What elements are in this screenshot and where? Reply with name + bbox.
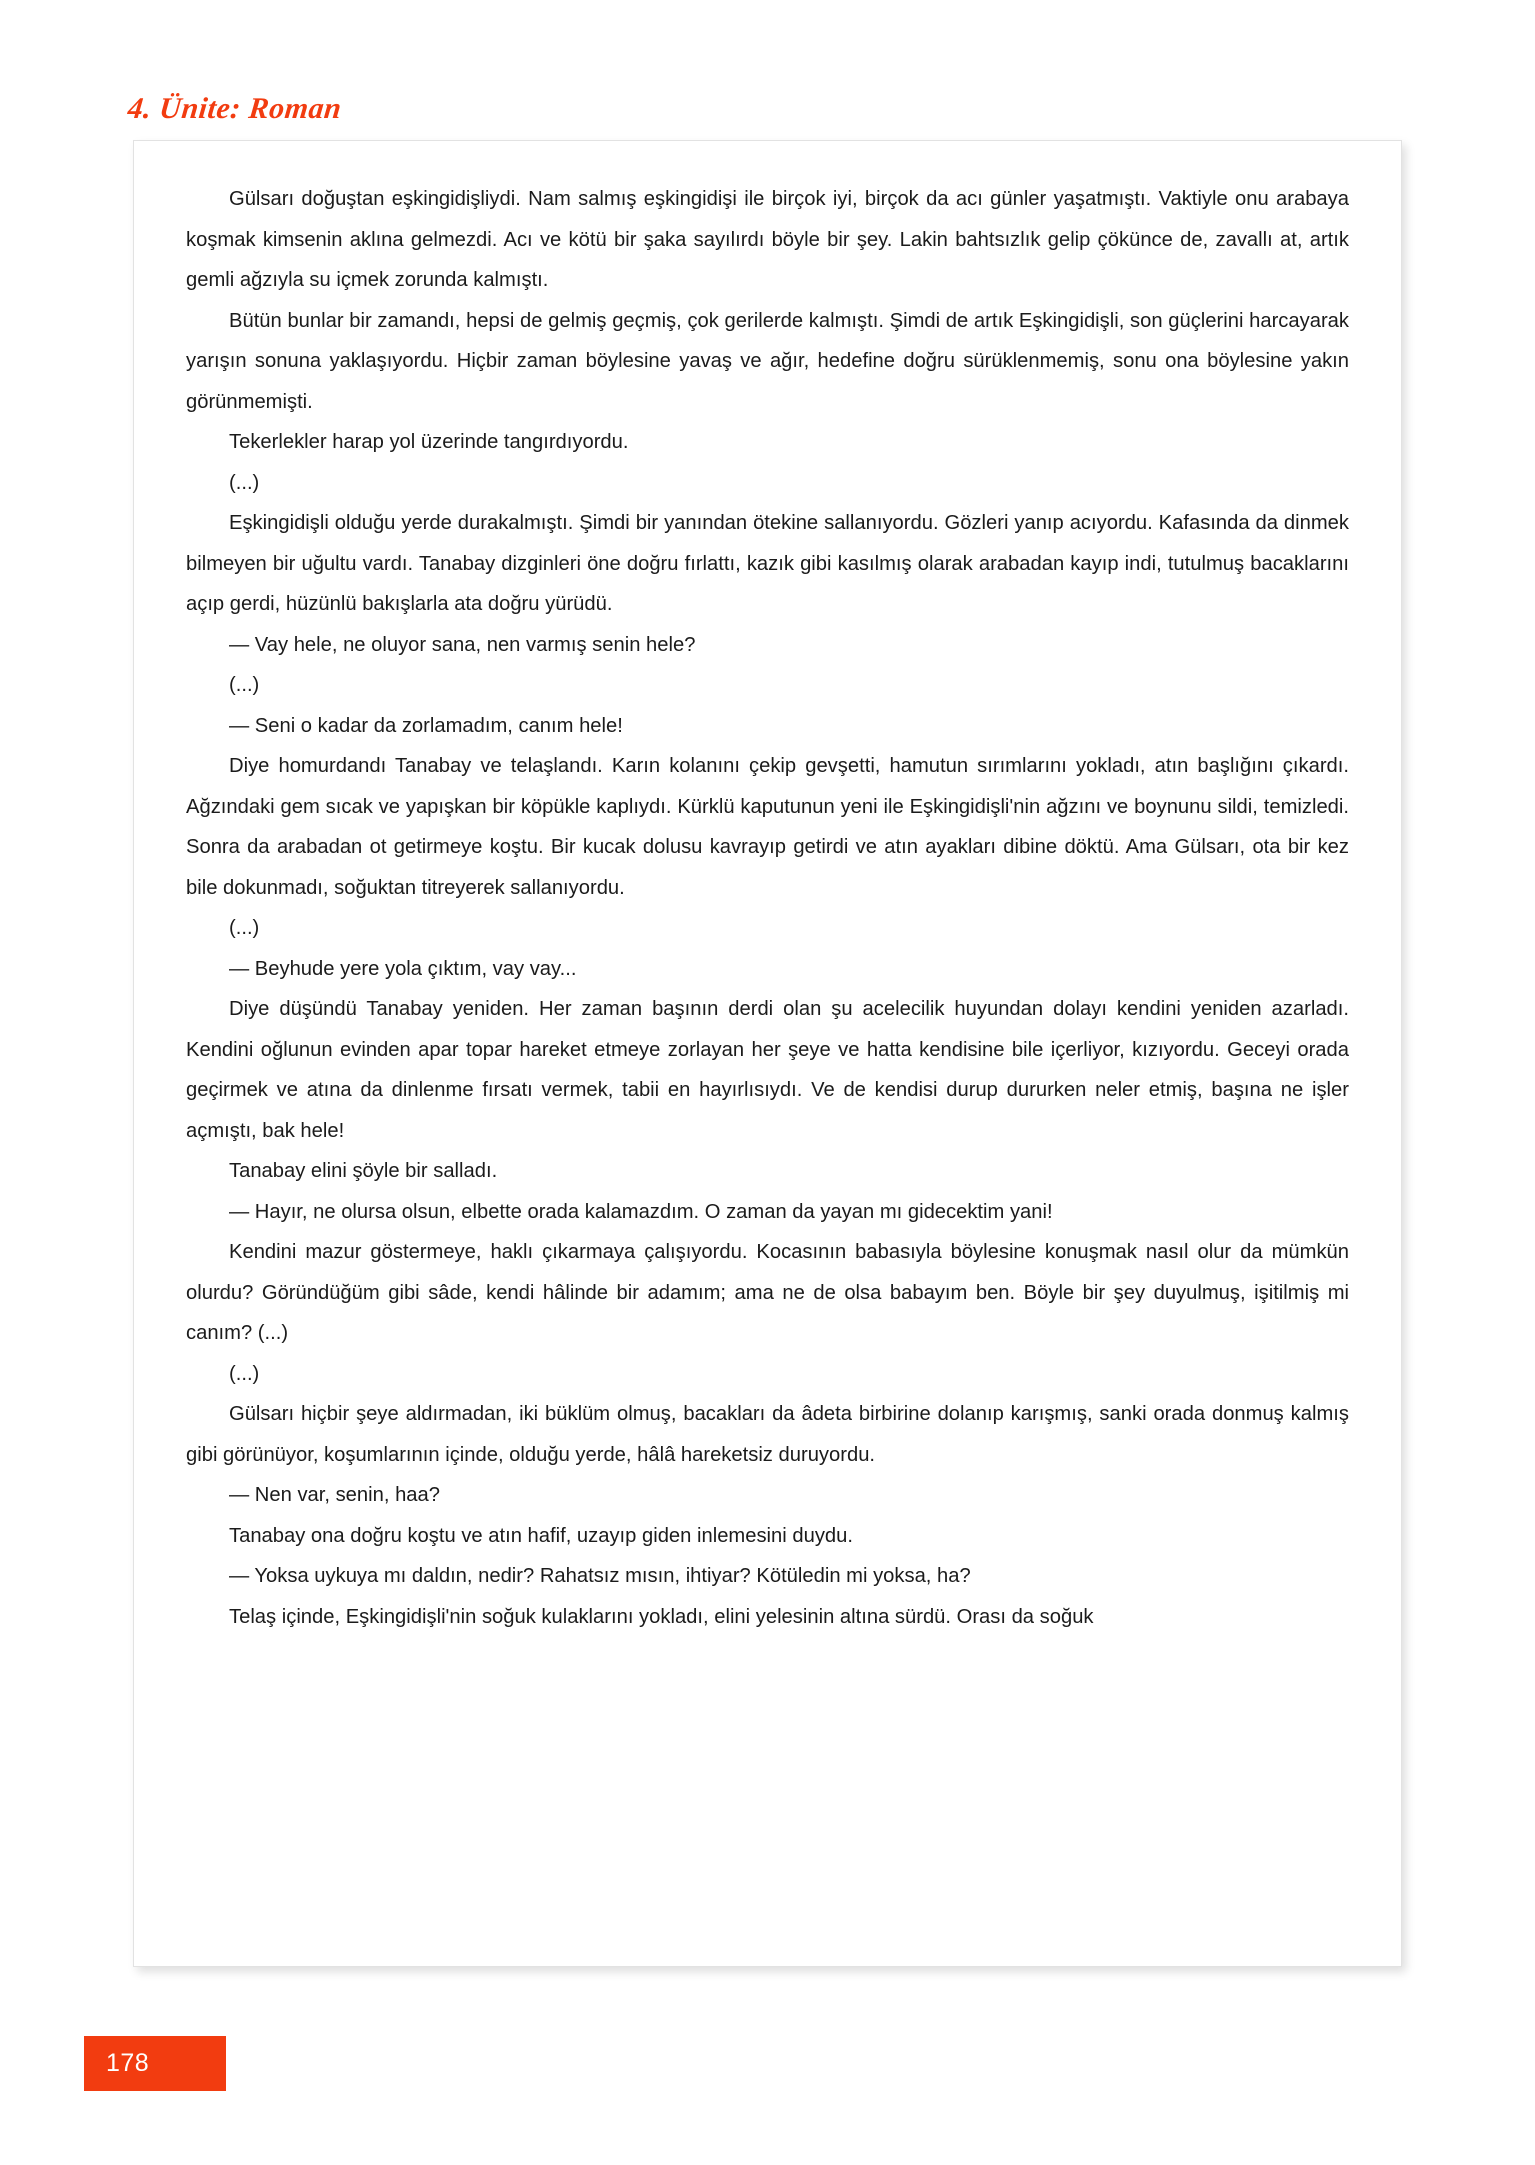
dialogue-line: — Seni o kadar da zorlamadım, canım hele! (229, 714, 623, 737)
unit-header-title: 4. Ünite: Roman (126, 92, 344, 125)
body-paragraph: Eşkingidişli olduğu yerde durakalmıştı. Şimdi bir yanından ötekine sallanıyordu. Gözleri yanıp acıyordu. Kafasında da dinmek bilmeyen bir uğultu vardı. Tanabay dizginleri öne doğru fırlattı, kazık gibi kasılmış olarak arabadan kayıp indi, tutulmuş bacaklarını açıp gerdi, hüzünlü bakışlarla ata doğru yürüdü. (186, 512, 1349, 615)
reading-text-card (133, 140, 1402, 1967)
dialogue-line: — Nen var, senin, haa? (229, 1484, 440, 1506)
body-paragraph: Tekerlekler harap yol üzerinde tangırdıyordu. (229, 431, 629, 453)
body-paragraph: Tanabay ona doğru koştu ve atın hafif, uzayıp giden inlemesini duydu. (229, 1524, 853, 1547)
ellipsis-marker: (...) (229, 1362, 260, 1385)
body-paragraph: Telaş içinde, Eşkingidişli'nin soğuk kulaklarını yokladı, elini yelesinin altına sürdü. Orası da soğuk (229, 1605, 1094, 1628)
ellipsis-marker: (...) (229, 471, 260, 494)
body-paragraph: Diye homurdandı Tanabay ve telaşlandı. Karın kolanını çekip gevşetti, hamutun sırımlarını yokladı, atın başlığını çıkardı. Ağzındaki gem sıcak ve yapışkan bir köpükle kaplıydı. Kürklü kaputunun yeni ile Eşkingidişli'nin ağzını ve boynunu sildi, temizledi. Sonra da arabadan ot getirmeye koştu. Bir kucak dolusu kavrayıp getirdi ve atın ayakları dibine döktü. Ama Gülsarı, ota bir kez bile dokunmadı, soğuktan titreyerek sallanıyordu. (186, 755, 1349, 899)
ellipsis-marker: (...) (229, 917, 260, 939)
body-paragraph: Bütün bunlar bir zamandı, hepsi de gelmiş geçmiş, çok gerilerde kalmıştı. Şimdi de artık Eşkingidişli, son güçlerini harcayarak yarışın sonuna yaklaşıyordu. Hiçbir zaman böylesine yavaş ve ağır, hedefine doğru sürüklenmemiş, sonu ona böylesine yakın görünmemişti. (186, 309, 1349, 413)
dialogue-line: — Hayır, ne olursa olsun, elbette orada kalamazdım. O zaman da yayan mı gidecektim yani! (229, 1200, 1053, 1223)
ellipsis-marker: (...) (229, 674, 260, 696)
body-paragraph: Diye düşündü Tanabay yeniden. Her zaman başının derdi olan şu acelecilik huyundan dolayı kendini yeniden azarladı. Kendini oğlunun evinden apar topar hareket etmeye zorlayan her şeye ve hatta kendisine bile içerliyor, kızıyordu. Geceyi orada geçirmek ve atına da dinlenme fırsatı vermek, tabii en hayırlısıydı. Ve de kendisi durup dururken neler etmiş, başına ne işler açmıştı, bak hele! (186, 998, 1349, 1142)
body-paragraph: Kendini mazur göstermeye, haklı çıkarmaya çalışıyordu. Kocasının babasıyla böylesine konuşmak nasıl olur da mümkün olurdu? Göründüğüm gibi sâde, kendi hâlinde bir adamım; ama ne de olsa babayım ben. Böyle bir şey duyulmuş, işitilmiş mi canım? (...) (186, 1241, 1349, 1344)
reading-text-body (186, 179, 1349, 1637)
dialogue-line: — Yoksa uykuya mı daldın, nedir? Rahatsız mısın, ihtiyar? Kötüledin mi yoksa, ha? (229, 1565, 971, 1587)
page-number-badge (84, 2036, 226, 2091)
body-paragraph: Tanabay elini şöyle bir salladı. (229, 1160, 498, 1182)
body-paragraph: Gülsarı hiçbir şeye aldırmadan, iki büklüm olmuş, bacakları da âdeta birbirine dolanıp karışmış, sanki orada donmuş kalmış gibi görünüyor, koşumlarının içinde, olduğu yerde, hâlâ hareketsiz duruyordu. (186, 1403, 1349, 1466)
dialogue-line: — Vay hele, ne oluyor sana, nen varmış senin hele? (229, 633, 696, 656)
page-number-label: 178 (106, 2049, 150, 2077)
dialogue-line: — Beyhude yere yola çıktım, vay vay... (229, 957, 577, 980)
body-paragraph: Gülsarı doğuştan eşkingidişliydi. Nam salmış eşkingidişi ile birçok iyi, birçok da acı günler yaşatmıştı. Vaktiyle onu arabaya koşmak kimsenin aklına gelmezdi. Acı ve kötü bir şaka sayılırdı böyle bir şey. Lakin bahtsızlık gelip çökünce de, zavallı at, artık gemli ağzıyla su içmek zorunda kalmıştı. (186, 188, 1349, 291)
